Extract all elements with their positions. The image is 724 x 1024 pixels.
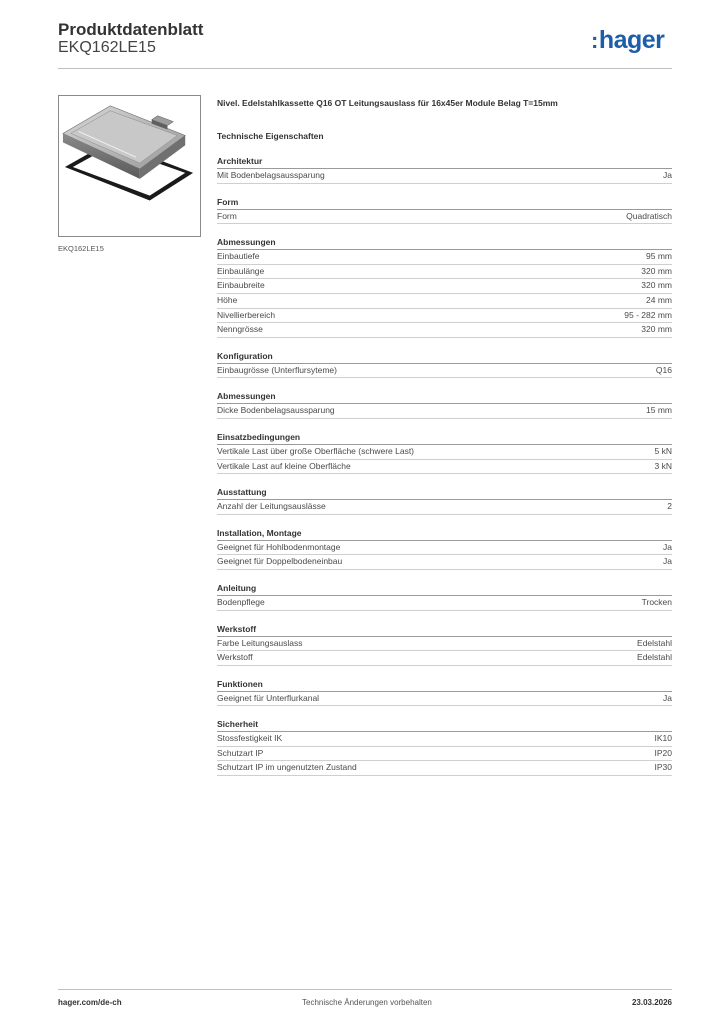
section-title: Funktionen [217,678,672,692]
spec-value: Q16 [655,364,672,375]
spec-value: IK10 [654,733,672,744]
spec-label: Farbe Leitungsauslass [217,637,303,648]
spec-section [217,527,672,570]
spec-value: Edelstahl [637,652,672,663]
product-description: Nivel. Edelstahlkassette Q16 OT Leitungsauslass für 16x45er Module Belag T=15mm [217,98,558,108]
page-title: Produktdatenblatt [58,20,204,39]
spec-label: Einbaulänge [217,265,265,276]
spec-value: IP20 [654,747,672,758]
section-title: Sicherheit [217,718,672,732]
spec-row [217,761,672,776]
spec-row [217,445,672,460]
header-divider [58,68,672,69]
logo-text: hager [598,26,665,54]
section-title: Werkstoff [217,623,672,637]
technical-properties-heading: Technische Eigenschaften [217,131,324,141]
spec-row [217,169,672,184]
spec-section [217,678,672,707]
spec-value: 320 mm [641,265,672,276]
section-title: Anleitung [217,582,672,596]
spec-row [217,732,672,747]
spec-value: Edelstahl [637,637,672,648]
spec-section [217,196,672,225]
spec-row [217,210,672,225]
spec-value: Trocken [641,596,672,607]
spec-row [217,294,672,309]
spec-section [217,486,672,515]
spec-section [217,623,672,666]
spec-label: Mit Bodenbelagsaussparung [217,170,325,180]
logo-prefix: : [591,28,598,53]
section-title: Konfiguration [217,350,672,364]
spec-value: 15 mm [646,405,672,416]
spec-value: 320 mm [641,324,672,335]
spec-value: 3 kN [654,460,672,471]
spec-value: Ja [663,541,672,552]
spec-label: Einbaubreite [217,280,265,291]
spec-label: Dicke Bodenbelagsaussparung [217,405,335,416]
section-title: Abmessungen [217,390,672,404]
spec-row [217,309,672,324]
section-title: Installation, Montage [217,527,672,541]
spec-row [217,364,672,379]
footer-website: hager.com/de-ch [58,998,122,1007]
floor-box-cassette-illustration [59,96,200,236]
spec-label: Geeignet für Hohlbodenmontage [217,541,341,552]
spec-label: Geeignet für Doppelbodeneinbau [217,556,343,567]
spec-value: Ja [663,556,672,567]
spec-section [217,431,672,474]
spec-section [217,718,672,776]
spec-row [217,596,672,611]
spec-row [217,541,672,556]
spec-value: 95 mm [646,251,672,262]
spec-label: Stossfestigkeit IK [217,733,283,744]
spec-label: Vertikale Last über große Oberfläche (schwere Last) [217,445,415,456]
product-image [58,95,201,237]
spec-value: Ja [663,692,672,703]
spec-row [217,637,672,652]
spec-label: Nivellierbereich [217,309,276,320]
product-number: EKQ162LE15 [58,39,156,56]
spec-row [217,323,672,338]
spec-value: 2 [667,501,672,512]
spec-row [217,692,672,707]
spec-content [217,96,672,776]
spec-label: Form [217,210,237,221]
spec-value: 95 - 282 mm [624,309,672,320]
spec-sections [217,155,672,776]
image-caption: EKQ162LE15 [58,244,104,253]
spec-label: Einbaugrösse (Unterflursyteme) [217,364,337,375]
spec-label: Bodenpflege [217,596,265,607]
spec-row [217,500,672,515]
spec-row [217,250,672,265]
spec-label: Geeignet für Unterflurkanal [217,692,320,703]
spec-row [217,404,672,419]
spec-section [217,155,672,184]
spec-row [217,555,672,570]
spec-label: Anzahl der Leitungsauslässe [217,501,326,512]
spec-section [217,350,672,379]
spec-label: Werkstoff [217,652,253,663]
spec-label: Einbautiefe [217,251,260,262]
spec-value: IP30 [654,762,672,773]
spec-section [217,236,672,338]
spec-row [217,651,672,666]
spec-row [217,279,672,294]
spec-value: 24 mm [646,294,672,305]
spec-row [217,747,672,762]
spec-value: Quadratisch [626,210,672,221]
footer-notice: Technische Änderungen vorbehalten [302,998,432,1007]
spec-label: Schutzart IP [217,747,264,758]
section-title: Architektur [217,155,672,169]
spec-row [217,460,672,475]
section-title: Einsatzbedingungen [217,431,672,445]
spec-value: 320 mm [641,280,672,291]
section-title: Form [217,196,672,210]
spec-label: Vertikale Last auf kleine Oberfläche [217,460,351,471]
spec-section [217,390,672,419]
spec-value: 5 kN [654,445,672,456]
footer-divider [58,989,672,990]
spec-label: Höhe [217,294,238,305]
section-title: Abmessungen [217,236,672,250]
section-title: Ausstattung [217,486,672,500]
spec-label: Nenngrösse [217,324,263,335]
spec-value: Ja [663,170,672,180]
spec-section [217,582,672,611]
hager-logo [591,28,664,53]
spec-label: Schutzart IP im ungenutzten Zustand [217,762,357,773]
spec-row [217,265,672,280]
footer-date: 23.03.2026 [631,998,672,1007]
